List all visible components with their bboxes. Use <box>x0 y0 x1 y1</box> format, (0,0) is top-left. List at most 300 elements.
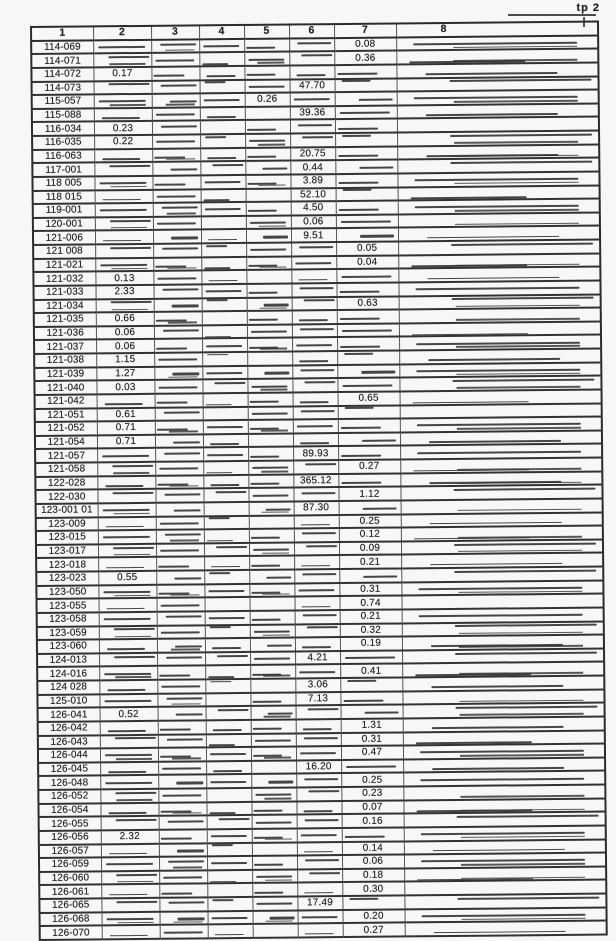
value-cell <box>206 733 251 747</box>
value-cell <box>101 816 159 830</box>
value-cell <box>158 761 206 775</box>
value-cell <box>244 65 289 79</box>
value-cell <box>297 869 342 883</box>
value-cell <box>291 242 336 256</box>
value-cell <box>203 406 248 420</box>
row-label-cell: 126-054 <box>38 803 100 817</box>
value-cell <box>99 693 157 707</box>
value-cell <box>248 433 293 447</box>
value-cell <box>207 815 252 829</box>
value-cell <box>295 624 340 638</box>
value-cell <box>337 323 399 337</box>
value-cell <box>155 461 203 475</box>
value-cell <box>205 665 250 679</box>
data-table <box>30 21 608 941</box>
value-cell <box>338 419 400 433</box>
value-cell <box>245 120 290 134</box>
column-header-3: 3 <box>151 25 199 39</box>
value-cell <box>95 217 153 231</box>
value-cell <box>245 174 290 188</box>
value-cell <box>336 269 398 283</box>
value-cell: 0.41 <box>340 664 402 678</box>
value-cell: 0.06 <box>291 215 336 229</box>
value-cell <box>99 666 157 680</box>
value-cell: 52.10 <box>291 188 336 202</box>
value-cell <box>201 188 246 202</box>
value-cell <box>153 202 201 216</box>
value-cell <box>154 339 202 353</box>
row-label-cell: 126-057 <box>39 844 101 858</box>
value-cell <box>205 624 250 638</box>
row-label-cell: 123-050 <box>36 585 98 599</box>
value-cell <box>205 638 250 652</box>
row-label-cell: 126-041 <box>38 708 100 722</box>
value-cell <box>334 64 396 78</box>
value-cell <box>201 284 246 298</box>
value-cell: 0.09 <box>339 541 401 555</box>
value-cell: 0.30 <box>342 882 404 896</box>
value-cell <box>340 691 402 705</box>
value-cell <box>335 160 397 174</box>
value-cell <box>152 121 200 135</box>
row-label-cell: 123-058 <box>37 612 99 626</box>
value-cell <box>248 488 293 502</box>
value-cell: 4.21 <box>295 651 340 665</box>
row-label-cell: 121-052 <box>35 422 97 436</box>
value-cell <box>200 175 245 189</box>
column-header-5: 5 <box>244 25 289 39</box>
value-cell <box>336 201 398 215</box>
value-cell <box>293 406 338 420</box>
value-cell <box>340 677 402 691</box>
value-cell <box>95 189 153 203</box>
value-cell <box>98 516 156 530</box>
value-cell <box>201 243 246 257</box>
value-cell <box>153 257 201 271</box>
value-cell <box>158 707 206 721</box>
value-cell: 0.19 <box>340 637 402 651</box>
row-label-cell: 121-006 <box>33 231 95 245</box>
row-label-cell: 124-016 <box>37 667 99 681</box>
value-cell <box>155 489 203 503</box>
value-cell: 0.71 <box>97 435 155 449</box>
value-cell <box>202 297 247 311</box>
value-cell <box>289 51 334 65</box>
row-label-cell: 121-040 <box>34 381 96 395</box>
corner-underline-mark <box>508 14 596 16</box>
value-cell <box>251 719 296 733</box>
row-label-cell: 114-071 <box>31 54 93 68</box>
value-cell: 1.15 <box>96 353 154 367</box>
row-label-cell: 126-060 <box>39 871 101 885</box>
value-cell <box>296 787 341 801</box>
value-cell: 0.12 <box>339 528 401 542</box>
row-label-cell: 121-034 <box>34 299 96 313</box>
value-cell <box>253 910 298 924</box>
column-header-8: 8 <box>396 22 598 38</box>
value-cell <box>338 446 400 460</box>
value-cell <box>335 105 397 119</box>
row-label-cell: 121-037 <box>34 340 96 354</box>
value-cell: 0.21 <box>339 555 401 569</box>
value-cell <box>251 747 296 761</box>
value-cell <box>252 883 297 897</box>
value-cell <box>336 282 398 296</box>
value-cell: 0.16 <box>342 814 404 828</box>
value-cell <box>338 432 400 446</box>
value-cell <box>292 310 337 324</box>
value-cell <box>152 148 200 162</box>
value-cell <box>100 775 158 789</box>
value-cell <box>337 350 399 364</box>
value-cell <box>206 747 251 761</box>
value-cell <box>153 271 201 285</box>
value-cell <box>335 132 397 146</box>
value-cell <box>155 407 203 421</box>
value-cell <box>156 570 204 584</box>
value-cell <box>156 529 204 543</box>
value-cell <box>100 789 158 803</box>
value-cell <box>246 229 291 243</box>
value-cell <box>250 651 295 665</box>
value-cell <box>201 257 246 271</box>
value-cell: 0.27 <box>343 923 405 937</box>
value-cell: 0.52 <box>100 707 158 721</box>
row-label-cell: 123-009 <box>36 517 98 531</box>
value-cell <box>204 502 249 516</box>
value-cell: 47.70 <box>290 79 335 93</box>
value-cell <box>94 162 152 176</box>
value-cell <box>93 39 151 53</box>
value-cell <box>201 270 246 284</box>
value-cell <box>98 530 156 544</box>
value-cell <box>247 297 292 311</box>
value-cell <box>248 406 293 420</box>
value-cell <box>99 639 157 653</box>
row-label-cell: 123-017 <box>36 544 98 558</box>
row-label-cell: 122-030 <box>35 490 97 504</box>
value-cell <box>252 856 297 870</box>
value-cell <box>99 612 157 626</box>
value-cell <box>405 921 607 937</box>
value-cell <box>252 869 297 883</box>
value-cell <box>339 500 401 514</box>
value-cell <box>97 462 155 476</box>
value-cell <box>158 734 206 748</box>
value-cell <box>247 379 292 393</box>
value-cell <box>249 597 294 611</box>
row-label-cell: 123-018 <box>36 558 98 572</box>
value-cell: 0.04 <box>336 255 398 269</box>
value-cell: 0.31 <box>341 732 403 746</box>
value-cell <box>205 679 250 693</box>
value-cell <box>246 243 291 257</box>
value-cell <box>250 665 295 679</box>
value-cell <box>204 556 249 570</box>
value-cell: 0.66 <box>96 312 154 326</box>
value-cell <box>155 475 203 489</box>
value-cell <box>101 857 159 871</box>
value-cell <box>151 39 199 53</box>
value-cell <box>245 147 290 161</box>
row-label-cell: 114-069 <box>31 40 93 54</box>
value-cell <box>158 788 206 802</box>
value-cell <box>152 93 200 107</box>
value-cell <box>159 816 207 830</box>
value-cell <box>95 244 153 258</box>
value-cell <box>291 283 336 297</box>
value-cell <box>200 148 245 162</box>
value-cell <box>204 529 249 543</box>
row-label-cell: 126-042 <box>38 721 100 735</box>
value-cell <box>100 748 158 762</box>
value-cell <box>292 351 337 365</box>
row-label-cell: 121-051 <box>35 408 97 422</box>
value-cell <box>202 352 247 366</box>
value-cell <box>200 107 245 121</box>
value-cell <box>156 598 204 612</box>
value-cell <box>95 257 153 271</box>
value-cell <box>207 883 252 897</box>
row-label-cell: 123-023 <box>36 571 98 585</box>
value-cell <box>342 827 404 841</box>
value-cell <box>202 379 247 393</box>
value-cell: 9.51 <box>291 228 336 242</box>
value-cell <box>199 52 244 66</box>
value-cell <box>291 256 336 270</box>
value-cell <box>295 610 340 624</box>
value-cell <box>100 762 158 776</box>
value-cell <box>98 557 156 571</box>
value-cell <box>289 65 334 79</box>
row-label-cell: 121-036 <box>34 326 96 340</box>
row-label-cell: 121-057 <box>35 449 97 463</box>
value-cell <box>208 924 253 938</box>
data-table-sheet <box>30 21 608 941</box>
value-cell <box>203 461 248 475</box>
row-label-cell: 121 008 <box>33 244 95 258</box>
value-cell <box>251 733 296 747</box>
value-cell: 1.27 <box>96 366 154 380</box>
value-cell <box>244 52 289 66</box>
value-cell: 0.65 <box>338 391 400 405</box>
value-cell <box>249 583 294 597</box>
value-cell <box>337 364 399 378</box>
value-cell <box>297 910 342 924</box>
value-cell <box>155 420 203 434</box>
value-cell <box>293 433 338 447</box>
column-header-7: 7 <box>334 23 396 37</box>
value-cell <box>205 611 250 625</box>
row-label-cell: 116-063 <box>32 149 94 163</box>
value-cell <box>101 898 159 912</box>
value-cell <box>99 653 157 667</box>
row-label-cell: 126-055 <box>39 817 101 831</box>
grid-body <box>31 35 607 940</box>
value-cell <box>292 337 337 351</box>
value-cell: 4.50 <box>291 201 336 215</box>
value-cell <box>247 338 292 352</box>
value-cell <box>336 214 398 228</box>
value-cell <box>339 568 401 582</box>
value-cell <box>154 366 202 380</box>
row-label-cell: 121-021 <box>33 258 95 272</box>
value-cell <box>248 392 293 406</box>
value-cell <box>251 787 296 801</box>
value-cell <box>202 366 247 380</box>
column-header-1: 1 <box>31 26 93 40</box>
value-cell <box>100 734 158 748</box>
value-cell <box>153 243 201 257</box>
value-cell <box>159 829 207 843</box>
value-cell <box>203 393 248 407</box>
value-cell <box>252 842 297 856</box>
row-label-cell: 126-068 <box>40 912 102 926</box>
value-cell <box>248 460 293 474</box>
value-cell <box>102 911 160 925</box>
value-cell <box>201 229 246 243</box>
value-cell <box>157 679 205 693</box>
value-cell <box>203 447 248 461</box>
row-label-cell: 126-056 <box>39 830 101 844</box>
value-cell: 0.47 <box>341 746 403 760</box>
value-cell <box>336 228 398 242</box>
value-cell <box>156 516 204 530</box>
value-cell <box>159 843 207 857</box>
row-label-cell: 121-032 <box>33 272 95 286</box>
value-cell <box>296 801 341 815</box>
value-cell <box>156 502 204 516</box>
value-cell: 0.25 <box>339 514 401 528</box>
value-cell <box>338 473 400 487</box>
value-cell <box>296 705 341 719</box>
value-cell: 0.44 <box>290 160 335 174</box>
value-cell: 89.93 <box>293 446 338 460</box>
value-cell <box>294 542 339 556</box>
value-cell <box>154 325 202 339</box>
value-cell <box>100 721 158 735</box>
row-label-cell: 124 028 <box>37 680 99 694</box>
value-cell <box>158 720 206 734</box>
value-cell <box>245 79 290 93</box>
value-cell <box>159 870 207 884</box>
value-cell <box>101 884 159 898</box>
value-cell <box>292 378 337 392</box>
value-cell <box>248 447 293 461</box>
value-cell: 0.03 <box>96 380 154 394</box>
row-label-cell: 119-001 <box>33 204 95 218</box>
value-cell <box>153 230 201 244</box>
row-label-cell: 124-013 <box>37 653 99 667</box>
value-cell <box>335 173 397 187</box>
value-cell <box>154 298 202 312</box>
value-cell <box>252 815 297 829</box>
value-cell <box>251 774 296 788</box>
value-cell <box>249 515 294 529</box>
value-cell <box>99 625 157 639</box>
value-cell <box>253 924 298 938</box>
value-cell <box>152 80 200 94</box>
value-cell <box>295 664 340 678</box>
value-cell: 0.20 <box>342 909 404 923</box>
value-cell <box>94 94 152 108</box>
value-cell <box>160 925 208 939</box>
value-cell: 0.06 <box>96 326 154 340</box>
value-cell <box>94 148 152 162</box>
value-cell: 365.12 <box>293 474 338 488</box>
value-cell: 0.18 <box>342 868 404 882</box>
row-label-cell: 126-048 <box>38 776 100 790</box>
value-cell: 0.06 <box>342 855 404 869</box>
row-label-cell: 123-015 <box>36 530 98 544</box>
value-cell: 0.22 <box>94 135 152 149</box>
value-cell <box>296 733 341 747</box>
value-cell <box>206 720 251 734</box>
value-cell <box>249 569 294 583</box>
value-cell: 0.23 <box>341 786 403 800</box>
value-cell: 0.05 <box>336 241 398 255</box>
value-cell <box>203 475 248 489</box>
value-cell <box>245 161 290 175</box>
value-cell <box>159 897 207 911</box>
value-cell <box>296 773 341 787</box>
value-cell <box>199 39 244 53</box>
value-cell <box>293 392 338 406</box>
row-label-cell: 126-065 <box>39 898 101 912</box>
value-cell <box>203 420 248 434</box>
value-cell <box>156 557 204 571</box>
value-cell <box>248 474 293 488</box>
value-cell <box>251 706 296 720</box>
column-header-4: 4 <box>199 25 244 39</box>
value-cell <box>295 637 340 651</box>
value-cell <box>337 378 399 392</box>
value-cell <box>158 775 206 789</box>
value-cell <box>97 475 155 489</box>
value-cell <box>157 638 205 652</box>
value-cell: 2.33 <box>95 285 153 299</box>
value-cell: 39.36 <box>290 106 335 120</box>
value-cell <box>292 324 337 338</box>
value-cell <box>298 923 343 937</box>
row-label-cell: 126-045 <box>38 762 100 776</box>
row-label-cell: 123-001 01 <box>36 503 98 517</box>
value-cell <box>158 802 206 816</box>
value-cell <box>201 202 246 216</box>
value-cell: 0.23 <box>94 121 152 135</box>
row-label-cell: 121-035 <box>34 313 96 327</box>
row-label-cell: 115-057 <box>32 95 94 109</box>
value-cell <box>200 120 245 134</box>
value-cell <box>337 310 399 324</box>
row-label-cell: 118 015 <box>33 190 95 204</box>
value-cell <box>204 543 249 557</box>
value-cell <box>342 895 404 909</box>
value-cell <box>247 324 292 338</box>
value-cell <box>336 187 398 201</box>
row-label-cell: 123-060 <box>37 639 99 653</box>
row-label-cell: 116-034 <box>32 122 94 136</box>
value-cell <box>97 489 155 503</box>
value-cell <box>157 693 205 707</box>
value-cell <box>199 66 244 80</box>
value-cell: 0.63 <box>337 296 399 310</box>
value-cell <box>208 911 253 925</box>
value-cell <box>335 119 397 133</box>
value-cell <box>297 855 342 869</box>
value-cell <box>341 705 403 719</box>
value-cell <box>99 680 157 694</box>
